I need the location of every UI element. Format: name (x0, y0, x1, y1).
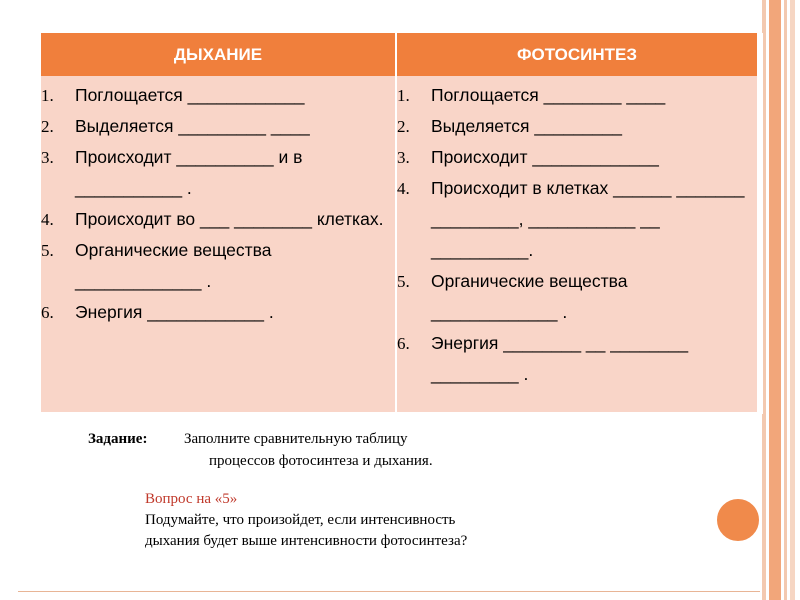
list-item (397, 142, 757, 173)
item-number: 3. (397, 148, 410, 167)
list-item (397, 173, 757, 266)
list-item (397, 328, 757, 390)
item-text: Энергия ____________ . (75, 302, 274, 322)
item-text: Происходит __________ и в ___________ . (75, 147, 303, 198)
item-number: 6. (41, 303, 54, 322)
item-text: Происходит в клетках ______ _______ _________, ___________ __ __________. (431, 178, 745, 260)
item-number: 5. (41, 241, 54, 260)
list-item (41, 204, 395, 235)
photosynthesis-column (397, 76, 757, 412)
breathing-column (41, 76, 395, 412)
item-number: 4. (41, 210, 54, 229)
decor-stripe (769, 0, 781, 600)
decor-circle (714, 496, 762, 544)
list-item (41, 111, 395, 142)
question-block (145, 489, 467, 552)
list-item (41, 142, 395, 204)
question-text-line2: дыхания будет выше интенсивности фотосинтеза? (145, 533, 468, 549)
item-text: Происходит во ___ ________ клетках. (75, 209, 384, 229)
item-text: Выделяется _________ (431, 116, 622, 136)
item-text: Энергия ________ __ ________ _________ . (431, 333, 689, 384)
item-text: Органические вещества _____________ . (431, 271, 628, 322)
column-divider (395, 33, 397, 412)
question-text-line1: Подумайте, что произойдет, если интенсивность (145, 512, 456, 528)
question-title: Вопрос на «5» (145, 491, 238, 507)
task-label: Задание: (88, 431, 148, 447)
list-item (397, 80, 757, 111)
item-number: 6. (397, 334, 410, 353)
list-item (397, 111, 757, 142)
decor-stripe (790, 0, 795, 600)
task-block (88, 428, 433, 469)
item-number: 1. (41, 86, 54, 105)
item-number: 5. (397, 272, 410, 291)
list-item (397, 266, 757, 328)
item-number: 2. (397, 117, 410, 136)
item-text: Происходит _____________ (431, 147, 659, 167)
decor-stripe (784, 0, 787, 600)
list-item (41, 235, 395, 297)
item-number: 1. (397, 86, 410, 105)
item-number: 3. (41, 148, 54, 167)
header-photosynthesis: ФОТОСИНТЕЗ (397, 33, 757, 76)
comparison-table (33, 33, 763, 414)
bottom-divider (18, 591, 760, 592)
header-breathing: ДЫХАНИЕ (41, 33, 395, 76)
task-text-line2: процессов фотосинтеза и дыхания. (209, 453, 433, 469)
item-text: Поглощается ________ ____ (431, 85, 666, 105)
item-text: Поглощается ____________ (75, 85, 305, 105)
item-number: 2. (41, 117, 54, 136)
task-text-line1: Заполните сравнительную таблицу (184, 431, 408, 447)
list-item (41, 297, 395, 328)
item-number: 4. (397, 179, 410, 198)
item-text: Органические вещества _____________ . (75, 240, 272, 291)
list-item (41, 80, 395, 111)
item-text: Выделяется _________ ____ (75, 116, 310, 136)
